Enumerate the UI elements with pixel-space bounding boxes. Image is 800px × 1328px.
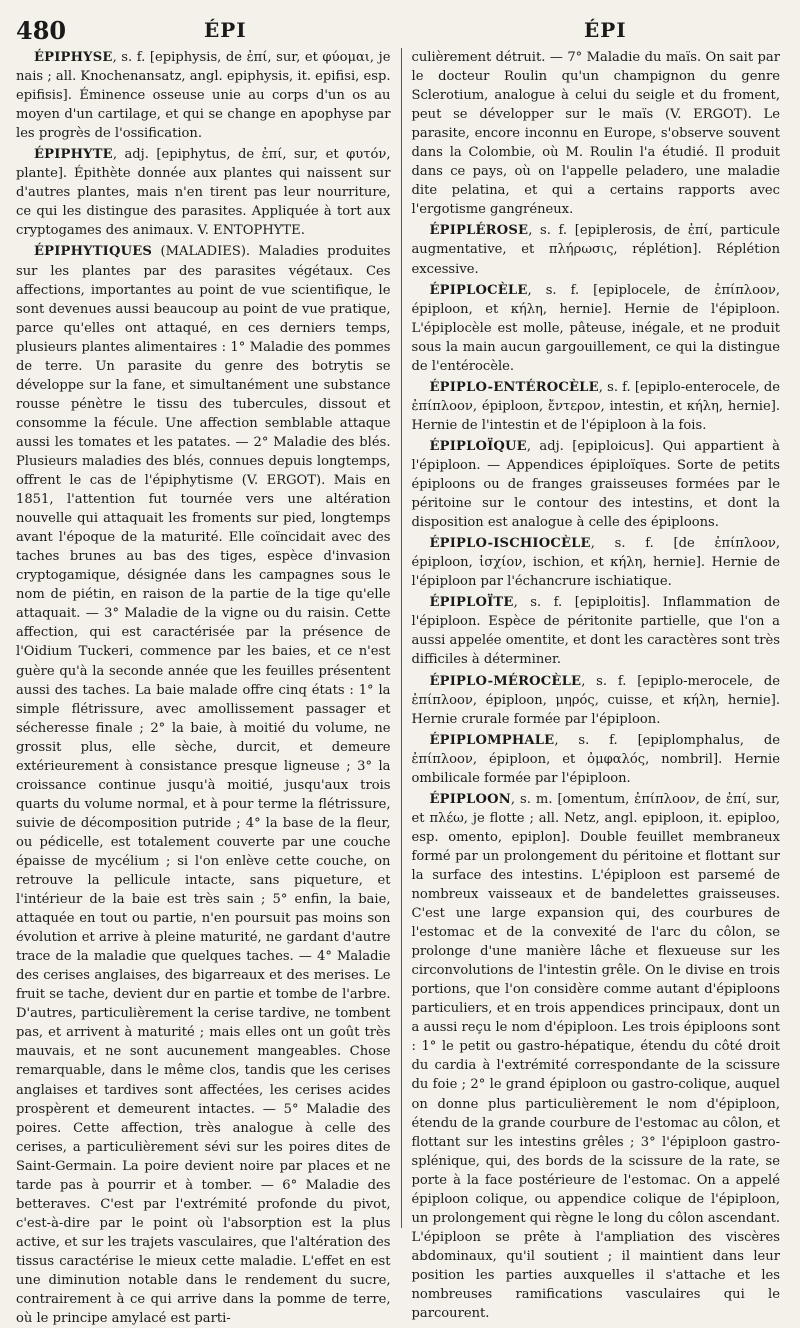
running-head-right: ÉPI bbox=[584, 18, 627, 42]
entry-headword: ÉPIPLÉROSE bbox=[429, 223, 529, 239]
dictionary-entry bbox=[412, 790, 781, 1323]
right-column bbox=[404, 48, 789, 1322]
entry-text: , s. f. [epiplomphalus, de ἐπίπλοον, épiploon, et ὀμφαλός, nombril]. Hernie ombilicale formée par l'épiploon. bbox=[411, 732, 780, 786]
entry-text: , adj. [epiploicus]. Qui appartient à l'épiploon. — Appendices épiploïques. Sorte de petits épiploons ou de franges graisseuses formées par le péritoine sur le contour des intestins, et dont la disposition est analogue à celle des épiploons. bbox=[411, 438, 780, 531]
entry-headword: ÉPIPLOCÈLE bbox=[429, 282, 528, 298]
entry-headword: ÉPIPLO-ISCHIOCÈLE bbox=[429, 536, 591, 552]
entry-text: , s. f. [epiplocele, de ἐπίπλοον, épiploon, et κήλη, hernie]. Hernie de l'épiploon. L'épiplocèle est molle, pâteuse, inégale, et ne produit sous la main aucun gargouillement, ce qui la distingue de l'entérocèle. bbox=[411, 282, 780, 374]
entry-text: , s. f. [epiplo-enterocele, de ἐπίπλοον, épiploon, ἔντερον, intestin, et κήλη, hernie]. Hernie de l'intestin et de l'épiploon à la fois. bbox=[411, 379, 780, 433]
entry-headword: ÉPIPHYTIQUES bbox=[34, 244, 153, 260]
entry-headword: ÉPIPLOÏQUE bbox=[429, 438, 527, 454]
dictionary-entry bbox=[412, 593, 781, 669]
dictionary-entry bbox=[16, 145, 391, 240]
column-divider bbox=[401, 48, 402, 1228]
entry-text: , s. f. [epiplo-merocele, de ἐπίπλοον, épiploon, μηρός, cuisse, et κήλη, hernie]. Hernie crurale formée par l'épiploon. bbox=[411, 673, 780, 727]
entry-headword: ÉPIPHYSE bbox=[34, 50, 113, 65]
dictionary-entry bbox=[412, 48, 781, 219]
entry-text: , s. f. [epiploitis]. Inflammation de l'épiploon. Espèce de péritonite partielle, que l'on a aussi appelée omentite, et dont les caractères sont très difficiles à déterminer. bbox=[411, 595, 780, 668]
dictionary-entry bbox=[412, 672, 781, 729]
dictionary-entry bbox=[16, 242, 391, 1328]
dictionary-entry bbox=[412, 437, 781, 532]
entry-text: , s. f. [epiplerosis, de ἐπί, particule augmentative, et πλήρωσις, réplétion]. Réplétion excessive. bbox=[411, 223, 780, 277]
running-head-left: ÉPI bbox=[204, 18, 247, 42]
entry-text: , s. m. [omentum, ἐπίπλοον, de ἐπί, sur, et πλέω, je flotte ; all. Netz, angl. epiploon, it. epiploo, esp. omento, epiplon]. Double feuillet membraneux formé par un prolongement du péritoine et flottant sur la surface des intestins. L'épiploon est parsemé de nombreux vaisseaux et de bandelettes graisseuses. C'est une large expansion qui, des courbures de l'estomac et de la convexité de l'arc du côlon, se prolonge d'une manière lâche et flexueuse sur les circonvolutions de l'intestin grêle. On le divise en trois portions, que l'on considère comme autant d'épiploons particuliers, et en trois appendices principaux, dont un a aussi reçu le nom d'épiploon. Les trois épiploons sont : 1° le petit ou gastro-hépatique, étendu du côté droit du cardia à l'extrémité correspondante de la scissure du foie ; 2° le grand épiploon ou gastro-colique, auquel on donne plus particulièrement le nom d'épiploon, étendu de la grande courbure de l'estomac au côlon, et flottant sur les intestins grêles ; 3° l'épiploon gastro-splénique, qui, des bords de la scissure de la rate, se porte à la face postérieure de l'estomac. On a appelé épiploon colique, ou appendice colique de l'épiploon, un prolongement qui règne le long du côlon ascendant. L'épiploon se prête à l'ampliation des viscères abdominaux, qu'il soutient ; il maintient dans leur position les parties auxquelles il s'attache et les nombreuses ramifications vasculaires qui le parcourent. bbox=[411, 791, 780, 1322]
entry-text: , s. f. [de ἐπίπλοον, épiploon, ἰσχίον, ischion, et κήλη, hernie]. Hernie de l'épiploon par l'échancrure ischiatique. bbox=[411, 536, 780, 590]
dictionary-entry bbox=[412, 221, 781, 278]
entry-headword: ÉPIPLOMPHALE bbox=[429, 732, 555, 748]
dictionary-entry bbox=[412, 378, 781, 435]
entry-text: , adj. [epiphytus, de ἐπί, sur, et φυτόν, plante]. Épithète donnée aux plantes qui naissent sur d'autres plantes, mais n'en tirent pas leur nourriture, ce qui les distingue des parasites. Appliquée à tort aux cryptogames des animaux. V. ENTOPHYTE. bbox=[16, 147, 391, 239]
entry-headword: ÉPIPLOÏTE bbox=[429, 595, 514, 611]
entry-headword: ÉPIPLO-ENTÉROCÈLE bbox=[429, 379, 599, 395]
entry-headword: ÉPIPLO-MÉROCÈLE bbox=[429, 673, 582, 689]
page-number: 480 bbox=[16, 16, 67, 45]
dictionary-entry bbox=[412, 534, 781, 591]
text-columns bbox=[14, 48, 788, 1327]
dictionary-entry bbox=[412, 731, 781, 788]
left-column bbox=[14, 48, 399, 1327]
entry-text: (MALADIES). Maladies produites sur les plantes par des parasites végétaux. Ces affections, importantes au point de vue scientifique, le sont devenues aussi beaucoup au point de vue pratique, parce qu'elles ont attaqué, en ces derniers temps, plusieurs plantes alimentaires : 1° Maladie des pommes de terre. Un parasite du genre des botrytis se développe sur la fane, et simultanément une substance rousse pénètre le tissu des tubercules, dissout et consomme la fécule. Une affection semblable attaque aussi les tomates et les patates. — 2° Maladie des blés. Plusieurs maladies des blés, connues depuis longtemps, offrent le cas de l'épiphytisme (V. ERGOT). Mais en 1851, l'attention fut tournée vers une altération nouvelle qui attaquait les froments sur pied, longtemps avant l'époque de la maturité. Elle coïncidait avec des taches brunes au bas des tiges, espèce d'invasion cryptogamique, désignée dans les campagnes sous le nom de piétin, en raison de la partie de la tige qu'elle attaquait. — 3° Maladie de la vigne ou du raisin. Cette affection, qui est caractérisée par la présence de l'Oidium Tuckeri, commence par les baies, et ce n'est guère qu'à la seconde année que les feuilles présentent aussi des taches. La baie malade offre cinq états : 1° la simple flétrissure, avec amollissement passager et sécheresse finale ; 2° la baie, à moitié du volume, ne grossit plus, elle sèche, durcit, et demeure extérieurement à consistance presque ligneuse ; 3° la croissance continue jusqu'à moitié, jusqu'aux trois quarts du volume normal, et à pour terme la flétrissure, suivie de décomposition putride ; 4° la base de la fleur, ou pédicelle, est totalement couverte par une couche épaisse de mycélium ; si l'on enlève cette couche, on retrouve la pellicule intacte, sans piqueture, et l'intérieur de la baie est très sain ; 5° enfin, la baie, attaquée en tout ou partie, n'en poursuit pas moins son évolution et arrive à pleine maturité, ne gardant d'autre trace de la maladie que quelques taches. — 4° Maladie des cerises anglaises, des bigarreaux et des merises. Le fruit se tache, devient dur en partie et tombe de l'arbre. D'autres, particulièrement la cerise tardive, ne tombent pas, et arrivent à maturité ; mais elles ont un goût très mauvais, et ne sont aucunement mangeables. Chose remarquable, dans le même clos, tandis que les cerises anglaises et tardives sont affectées, les cerises acides prospèrent et demeurent intactes. — 5° Maladie des poires. Cette affection, très analogue à celle des cerises, a particulièrement sévi sur les poires dites de Saint-Germain. La poire devient noire par places et ne tarde pas à pourrir et à tomber. — 6° Maladie des betteraves. C'est par l'extrémité profonde du pivot, c'est-à-dire par le point où l'absorption est la plus active, et sur les trajets vasculaires, que l'altération des tissus caractérise le mieux cette maladie. L'effet en est une diminution notable dans le rendement du sucre, contrairement à ce qui arrive dans la pomme de terre, où le principe amylacé est parti- bbox=[16, 244, 391, 1327]
entry-text: culièrement détruit. — 7° Maladie du maïs. On sait par le docteur Roulin qu'un champignon du genre Sclerotium, analogue à celui du seigle et du froment, peut se développer sur le maïs (V. ERGOT). Le parasite, encore inconnu en Europe, s'observe souvent dans la Colombie, où M. Roulin l'a étudié. Il produit dans ce pays, où on l'appelle peladero, une maladie dite pelatina, et qui a certains rapports avec l'ergotisme gangréneux. bbox=[411, 50, 780, 218]
page-header bbox=[14, 14, 788, 48]
entry-text: , s. f. [epiphysis, de ἐπί, sur, et φύομαι, je nais ; all. Knochenansatz, angl. epiphysis, it. epifisi, esp. epifisis]. Éminence osseuse unie au corps d'un os au moyen d'un cartilage, et qui se change en apophyse par les progrès de l'ossification. bbox=[16, 50, 391, 142]
dictionary-entry bbox=[16, 48, 391, 143]
dictionary-entry bbox=[412, 281, 781, 376]
entry-headword: ÉPIPHYTE bbox=[34, 147, 113, 163]
entry-headword: ÉPIPLOON bbox=[429, 791, 511, 807]
